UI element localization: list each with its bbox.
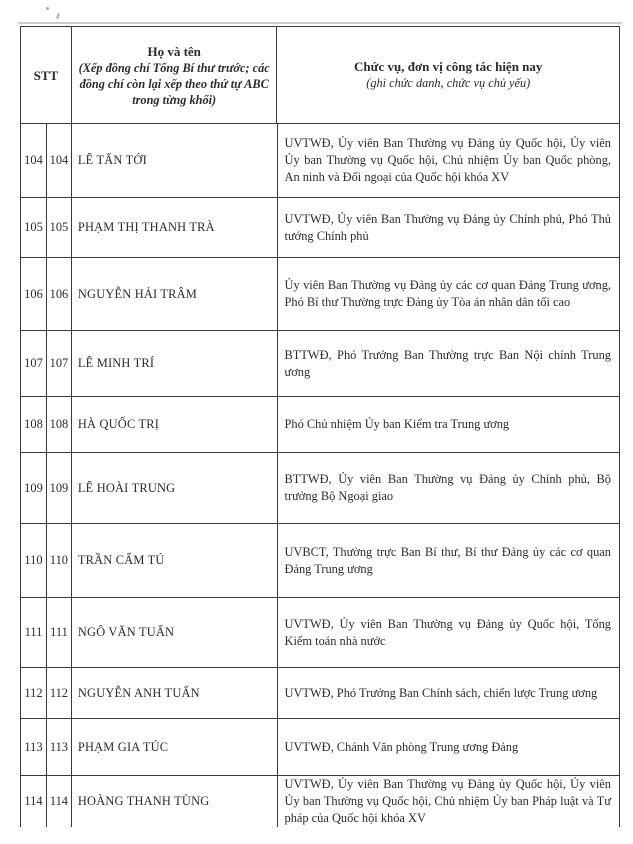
table-row <box>21 124 619 198</box>
stt-value: 109 <box>24 480 43 495</box>
stt-duplicate-value: 110 <box>49 553 68 567</box>
pen-mark-dot <box>46 7 49 10</box>
stt-duplicate-cell <box>47 124 72 197</box>
table-row <box>21 776 619 827</box>
stt-cell <box>21 453 47 523</box>
name-cell <box>72 331 278 396</box>
stt-duplicate-cell <box>47 258 72 330</box>
stt-value: 110 <box>24 553 43 567</box>
stt-duplicate-value: 112 <box>49 685 68 700</box>
table-row <box>21 198 619 258</box>
name-cell <box>72 524 278 597</box>
official-position: UVTWĐ, Ủy viên Ban Thường vụ Đảng ủy Quốc hội, Ủy viên Ủy ban Thường vụ Quốc hội, Chủ nhiệm Ủy ban Pháp luật và Tư pháp của Quốc hội khóa XV <box>284 777 611 825</box>
name-cell <box>72 124 278 197</box>
official-name: LÊ MINH TRÍ <box>77 356 155 370</box>
stt-cell <box>21 668 47 718</box>
table-row <box>21 719 619 776</box>
stt-duplicate-cell <box>47 524 72 597</box>
official-name: PHẠM THỊ THANH TRÀ <box>77 220 215 234</box>
table-row <box>21 453 619 524</box>
name-cell <box>72 598 278 667</box>
header-position-note: (ghi chức danh, chức vụ chủ yếu) <box>366 76 531 90</box>
official-position: Phó Chủ nhiệm Ủy ban Kiểm tra Trung ương <box>284 417 510 431</box>
official-name: NGUYỄN ANH TUẤN <box>77 685 200 700</box>
position-cell <box>278 397 620 452</box>
stt-value: 111 <box>24 625 43 639</box>
header-name-note: (Xếp đồng chí Tổng Bí thư trước; các đồng chí còn lại xếp theo thứ tự ABC trong từng khối) <box>78 60 270 107</box>
position-cell <box>278 258 620 330</box>
stt-duplicate-value: 113 <box>49 739 68 754</box>
position-cell <box>278 719 620 775</box>
official-name: NGÔ VĂN TUẤN <box>77 625 175 639</box>
stt-value: 112 <box>24 685 43 700</box>
stt-duplicate-value: 108 <box>49 417 69 431</box>
table-row <box>21 258 619 331</box>
official-position: UVTWĐ, Phó Trưởng Ban Chính sách, chiến lược Trung ương <box>284 685 598 700</box>
header-cell-stt <box>21 27 72 123</box>
stt-duplicate-value: 114 <box>49 794 68 808</box>
pen-mark-comma <box>56 13 60 19</box>
table-row <box>21 668 619 719</box>
position-cell <box>278 331 620 396</box>
stt-duplicate-value: 111 <box>50 625 68 639</box>
table-header-row <box>21 27 619 124</box>
stt-cell <box>21 776 47 827</box>
stt-cell <box>21 524 47 597</box>
stt-cell <box>21 258 47 330</box>
stt-value: 108 <box>24 417 43 431</box>
stt-duplicate-value: 107 <box>49 356 69 370</box>
stt-duplicate-cell <box>47 453 72 523</box>
stt-cell <box>21 719 47 775</box>
table-row <box>21 331 619 397</box>
stt-cell <box>21 598 47 667</box>
stt-cell <box>21 331 47 396</box>
stt-cell <box>21 124 47 197</box>
header-cell-position <box>277 27 619 123</box>
official-name: HOÀNG THANH TÙNG <box>77 794 210 808</box>
official-name: LÊ HOÀI TRUNG <box>77 480 176 495</box>
stt-duplicate-cell <box>47 331 72 396</box>
officials-table <box>20 26 620 827</box>
stt-duplicate-cell <box>47 598 72 667</box>
position-cell <box>278 598 620 667</box>
stt-duplicate-cell <box>47 198 72 257</box>
stt-value: 114 <box>24 794 43 808</box>
table-row <box>21 598 619 668</box>
official-position: Ủy viên Ban Thường vụ Đảng ủy các cơ quan Đảng Trung ương, Phó Bí thư Thường trực Đảng ủy Tòa án nhân dân tối cao <box>284 278 611 309</box>
stt-value: 104 <box>24 153 43 167</box>
official-position: UVBCT, Thường trực Ban Bí thư, Bí thư Đảng ủy các cơ quan Đảng Trung ương <box>284 544 611 576</box>
stt-value: 106 <box>24 286 43 301</box>
stt-cell <box>21 198 47 257</box>
official-position: UVTWĐ, Ủy viên Ban Thường vụ Đảng ủy Quốc hội, Ủy viên Ủy ban Thường vụ Quốc hội, Chủ nhiệm Ủy ban Quốc phòng, An ninh và Đối ngoại của Quốc hội khóa XV <box>284 136 611 184</box>
stt-cell <box>21 397 47 452</box>
stt-duplicate-value: 106 <box>49 286 69 301</box>
official-name: NGUYỄN HẢI TRÂM <box>77 286 198 301</box>
scan-artifact-line <box>18 22 622 24</box>
official-position: BTTWĐ, Phó Trưởng Ban Thường trực Ban Nội chính Trung ương <box>284 347 611 379</box>
position-cell <box>278 198 620 257</box>
name-cell <box>72 453 278 523</box>
header-cell-name <box>72 27 278 123</box>
official-position: UVTWĐ, Chánh Văn phòng Trung ương Đảng <box>284 739 519 754</box>
table-body <box>21 124 619 827</box>
stt-duplicate-cell <box>47 776 72 827</box>
stt-duplicate-cell <box>47 397 72 452</box>
name-cell <box>72 668 278 718</box>
stt-duplicate-cell <box>47 668 72 718</box>
official-position: BTTWĐ, Ủy viên Ban Thường vụ Đảng ủy Chính phủ, Bộ trưởng Bộ Ngoại giao <box>284 472 611 503</box>
position-cell <box>278 776 620 827</box>
official-position: UVTWĐ, Ủy viên Ban Thường vụ Đảng ủy Chính phủ, Phó Thủ tướng Chính phủ <box>284 211 611 243</box>
name-cell <box>72 776 278 827</box>
table-row <box>21 524 619 598</box>
official-position: UVTWĐ, Ủy viên Ban Thường vụ Đảng ủy Quốc hội, Tổng Kiểm toán nhà nước <box>284 616 611 648</box>
stt-duplicate-cell <box>47 719 72 775</box>
official-name: TRẦN CẨM TÚ <box>77 553 165 567</box>
table-row <box>21 397 619 453</box>
official-name: LÊ TẤN TỚI <box>77 153 147 167</box>
position-cell <box>278 124 620 197</box>
stt-value: 105 <box>24 220 43 234</box>
position-cell <box>278 524 620 597</box>
official-name: HÀ QUỐC TRỊ <box>77 417 160 431</box>
header-name-title: Họ và tên <box>147 43 201 59</box>
name-cell <box>72 198 278 257</box>
position-cell <box>278 668 620 718</box>
stt-value: 107 <box>24 356 43 370</box>
position-cell <box>278 453 620 523</box>
name-cell <box>72 397 278 452</box>
stt-duplicate-value: 105 <box>49 220 69 234</box>
header-stt-label: STT <box>33 67 59 83</box>
stt-value: 113 <box>24 739 43 754</box>
name-cell <box>72 719 278 775</box>
stt-duplicate-value: 104 <box>49 153 69 167</box>
stt-duplicate-value: 109 <box>49 480 69 495</box>
name-cell <box>72 258 278 330</box>
header-position-title: Chức vụ, đơn vị công tác hiện nay <box>354 59 543 74</box>
official-name: PHẠM GIA TÚC <box>77 739 169 754</box>
